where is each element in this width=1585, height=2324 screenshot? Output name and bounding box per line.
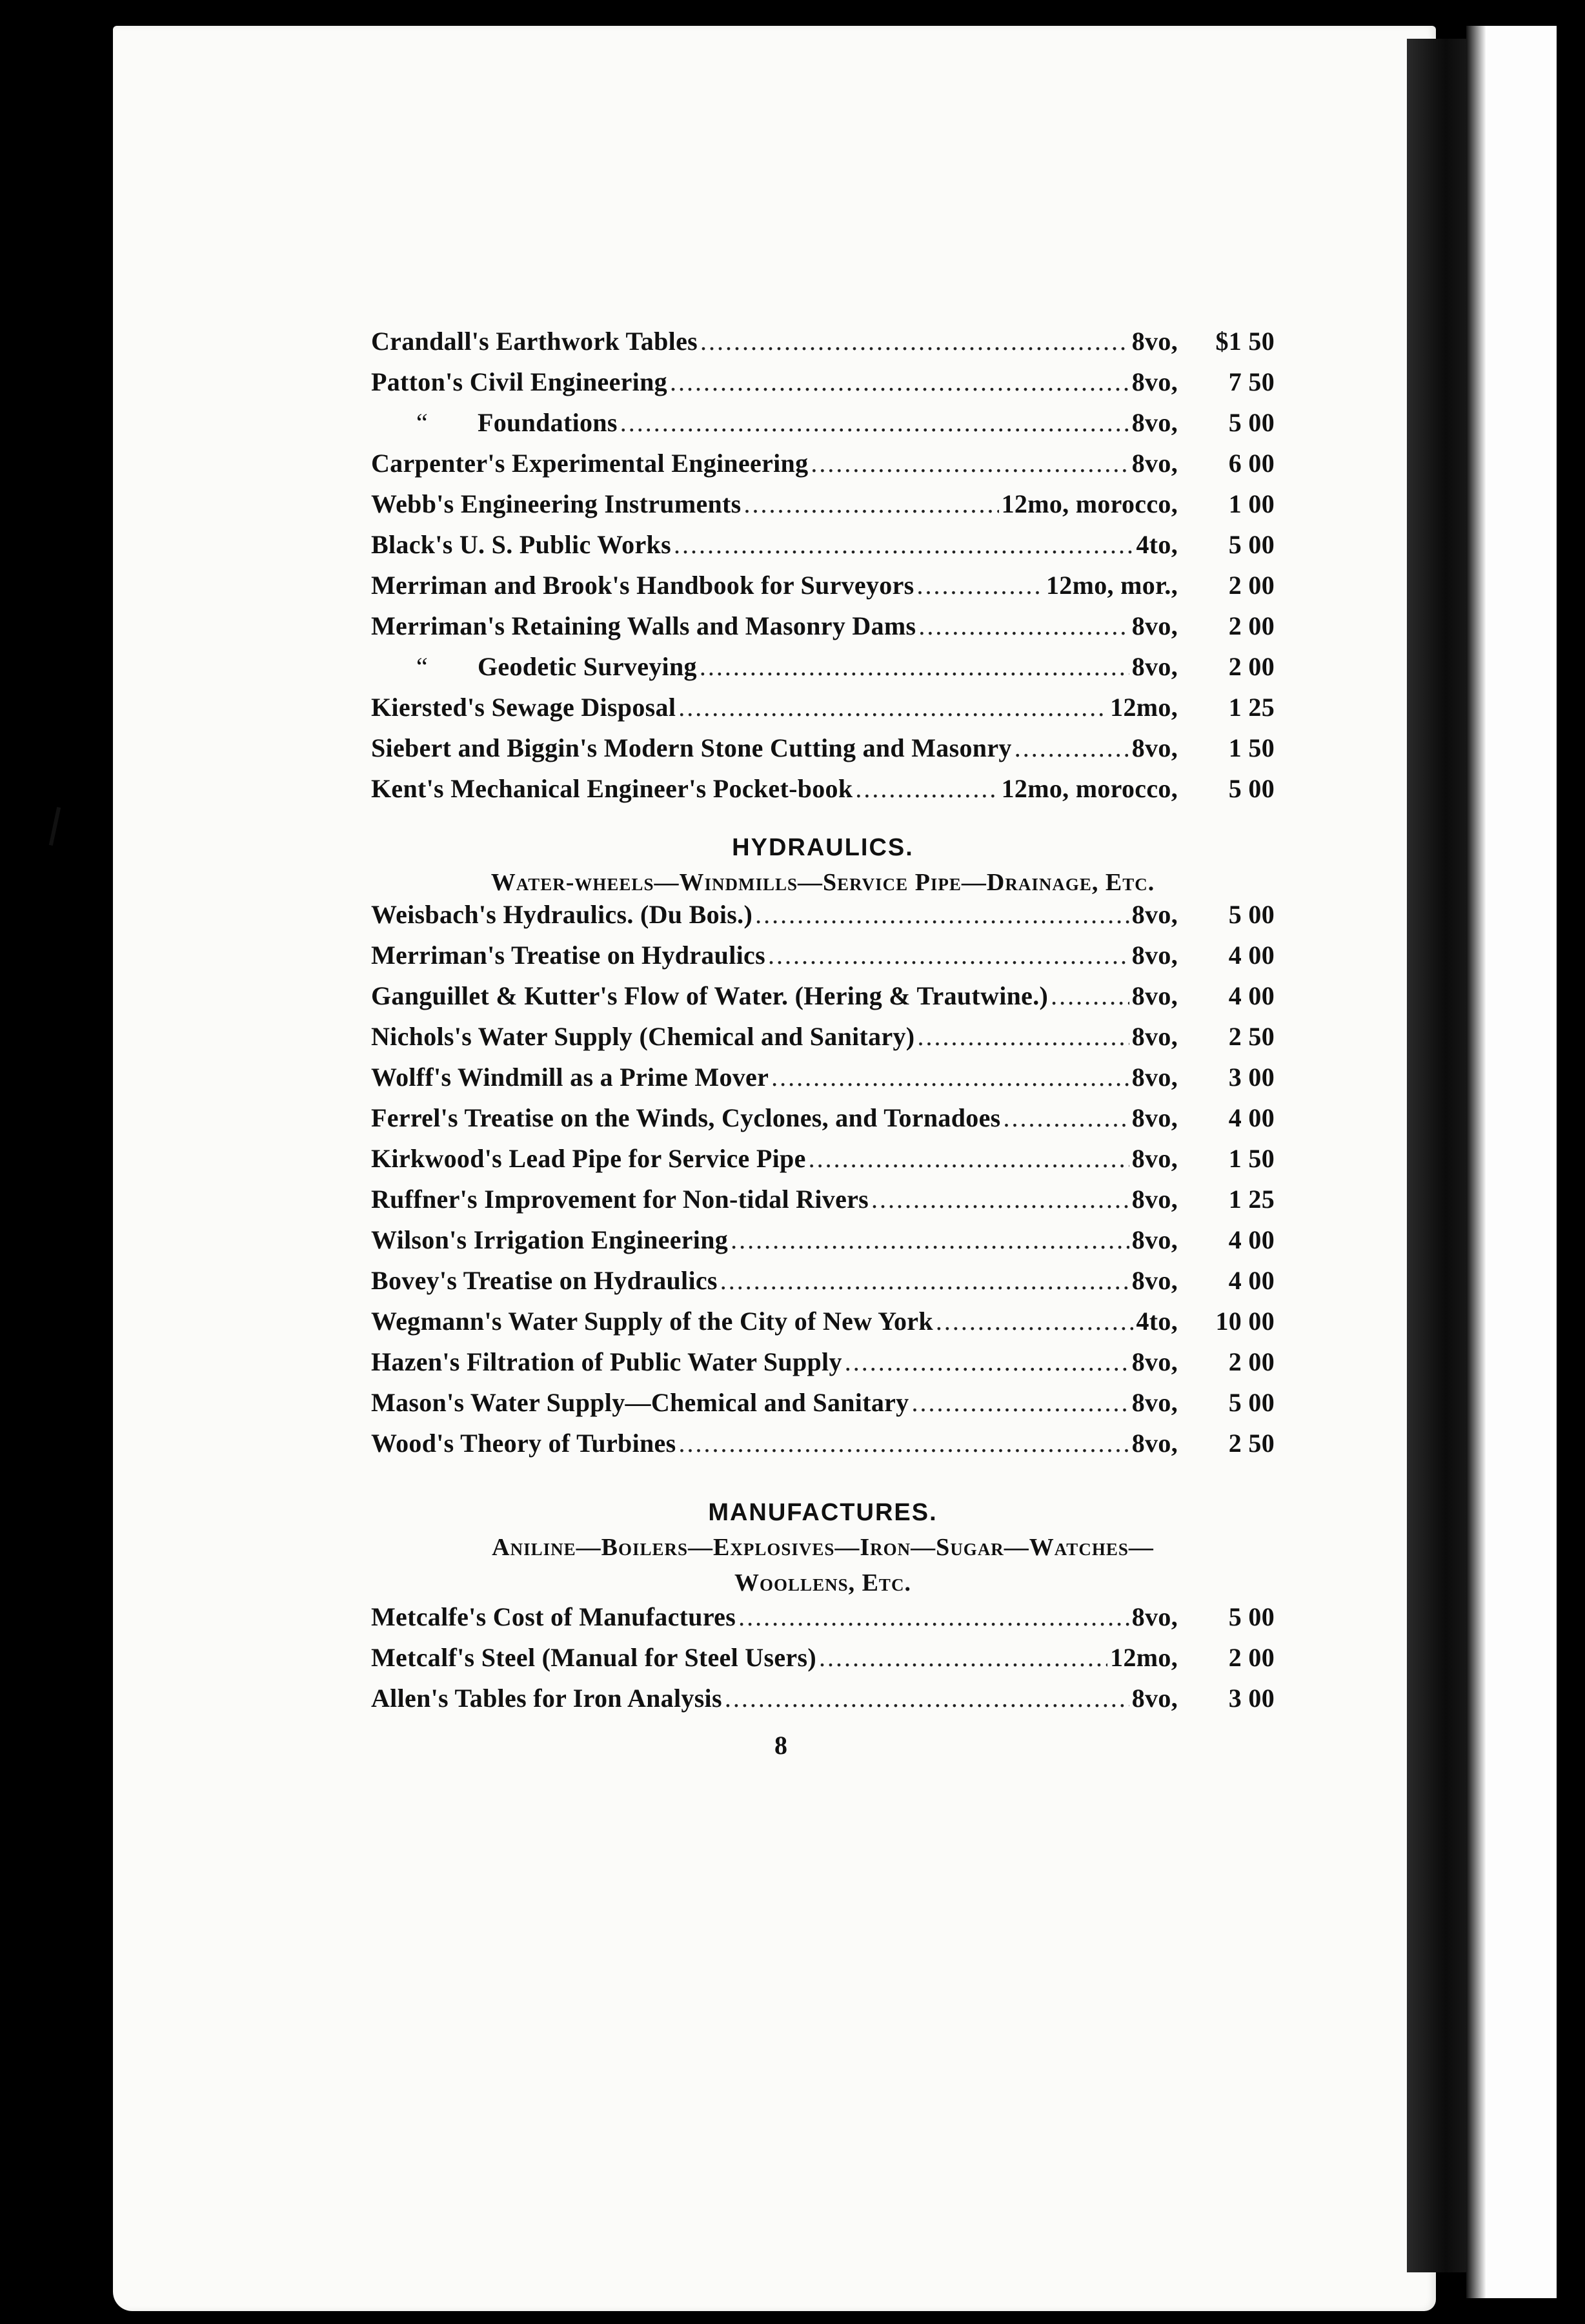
leader-dots: [768, 940, 1129, 970]
entry-title: Black's U. S. Public Works: [371, 530, 671, 559]
leader-dots: [911, 1387, 1129, 1418]
entry-format: 8vo,: [1131, 1022, 1178, 1051]
entry-price: 2 50: [1228, 1022, 1275, 1051]
catalog-entry: [371, 692, 1275, 733]
leader-dots: [700, 651, 1129, 682]
hydraulics-list: [371, 899, 1275, 1469]
catalog-entry: [371, 367, 1275, 407]
leader-dots: [819, 1642, 1107, 1673]
entry-title: Siebert and Biggin's Modern Stone Cutting and Masonry: [371, 733, 1012, 762]
catalog-entry: [371, 1428, 1275, 1469]
catalog-entry: [371, 733, 1275, 773]
catalog-entry: [371, 651, 1275, 692]
engineering-list: [371, 326, 1275, 814]
entry-price: 2 00: [1228, 571, 1275, 600]
entry-title: Nichols's Water Supply (Chemical and Sanitary): [371, 1022, 915, 1051]
entry-title: Ruffner's Improvement for Non-tidal Rivers: [371, 1185, 869, 1214]
leader-dots: [917, 1021, 1129, 1052]
catalog-entry: [371, 1265, 1275, 1306]
margin-mark: [49, 807, 61, 846]
entry-price: $1 50: [1215, 327, 1275, 356]
entry-format: 8vo,: [1131, 1266, 1178, 1295]
catalog-entry: [371, 1347, 1275, 1387]
entry-title: Mason's Water Supply—Chemical and Sanitary: [371, 1388, 909, 1417]
entry-price: 5 00: [1228, 1388, 1275, 1417]
catalog-entry: [371, 981, 1275, 1021]
entry-format: 8vo,: [1131, 652, 1178, 681]
catalog-entry: [371, 773, 1275, 814]
entry-price: 4 00: [1228, 981, 1275, 1010]
leader-dots: [620, 407, 1129, 438]
ditto-mark: “: [416, 652, 429, 681]
leader-dots: [1004, 1103, 1129, 1133]
leader-dots: [725, 1683, 1129, 1713]
entry-title: Merriman's Treatise on Hydraulics: [371, 941, 765, 970]
entry-title: [371, 651, 697, 682]
entry-format: 4to,: [1136, 1307, 1178, 1336]
entry-format: 8vo,: [1131, 408, 1178, 437]
leader-dots: [720, 1265, 1129, 1296]
manufactures-subheading-line2: Woollens, Etc.: [734, 1569, 911, 1596]
entry-format: 8vo,: [1131, 1103, 1178, 1132]
leader-dots: [809, 1143, 1129, 1174]
entry-price: 10 00: [1215, 1307, 1275, 1336]
entry-price: 5 00: [1228, 900, 1275, 929]
leader-dots: [755, 899, 1129, 930]
catalog-entry: [371, 1683, 1275, 1724]
entry-format: 8vo,: [1131, 1225, 1178, 1254]
entry-title: Wilson's Irrigation Engineering: [371, 1225, 729, 1254]
entry-price: 5 00: [1228, 1602, 1275, 1631]
entry-price: 2 00: [1228, 652, 1275, 681]
entry-price: 4 00: [1228, 1103, 1275, 1132]
manufactures-heading: MANUFACTURES.: [708, 1499, 938, 1526]
entry-format: 12mo, mor.,: [1045, 571, 1178, 600]
entry-format: 8vo,: [1131, 1429, 1178, 1458]
entry-format: 12mo, morocco,: [1001, 489, 1178, 518]
manufactures-subheading-line1: Aniline—Boilers—Explosives—Iron—Sugar—Watches—: [492, 1534, 1154, 1561]
entry-format: 8vo,: [1131, 449, 1178, 478]
entry-format: 12mo,: [1110, 1643, 1178, 1672]
entry-title: Metcalfe's Cost of Manufactures: [371, 1602, 736, 1631]
catalog-entry: [371, 407, 1275, 448]
catalog-entry: [371, 1103, 1275, 1143]
catalog-entry: [371, 1306, 1275, 1347]
leader-dots: [917, 570, 1044, 600]
page-number: 8: [774, 1731, 787, 1760]
leader-dots: [845, 1347, 1129, 1377]
leader-dots: [918, 611, 1129, 641]
entry-format: 8vo,: [1131, 1602, 1178, 1631]
entry-format: 8vo,: [1131, 1063, 1178, 1092]
entry-price: 5 00: [1228, 408, 1275, 437]
entry-title: Ganguillet & Kutter's Flow of Water. (Hering & Trautwine.): [371, 981, 1049, 1010]
entry-format: 8vo,: [1131, 733, 1178, 762]
entry-title: Webb's Engineering Instruments: [371, 489, 742, 518]
catalog-entry: [371, 899, 1275, 940]
entry-price: 2 00: [1228, 1347, 1275, 1376]
leader-dots: [771, 1062, 1129, 1092]
entry-format: 12mo,: [1110, 693, 1178, 722]
catalog-entry: [371, 448, 1275, 489]
leader-dots: [670, 367, 1129, 397]
catalog-entry: [371, 1225, 1275, 1265]
entry-price: 1 25: [1228, 1185, 1275, 1214]
entry-format: 4to,: [1136, 530, 1178, 559]
leader-dots: [678, 1428, 1129, 1458]
manufactures-list: [371, 1602, 1275, 1724]
entry-title: Allen's Tables for Iron Analysis: [371, 1684, 722, 1713]
leader-dots: [678, 692, 1107, 722]
entry-price: 1 25: [1228, 693, 1275, 722]
leader-dots: [1051, 981, 1129, 1011]
catalog-entry: [371, 326, 1275, 367]
entry-title: Metcalf's Steel (Manual for Steel Users): [371, 1643, 816, 1672]
entry-format: 8vo,: [1131, 981, 1178, 1010]
entry-format: 8vo,: [1131, 1185, 1178, 1214]
ditto-mark: “: [416, 408, 429, 437]
catalog-entry: [371, 940, 1275, 981]
entry-title: Kiersted's Sewage Disposal: [371, 693, 676, 722]
entry-format: 8vo,: [1131, 367, 1178, 396]
entry-price: 7 50: [1228, 367, 1275, 396]
catalog-entry: [371, 1021, 1275, 1062]
entry-price: 2 00: [1228, 1643, 1275, 1672]
entry-price: 1 00: [1228, 489, 1275, 518]
entry-title: Wood's Theory of Turbines: [371, 1429, 676, 1458]
entry-price: 3 00: [1228, 1063, 1275, 1092]
entry-format: 8vo,: [1131, 1684, 1178, 1713]
entry-title: Kirkwood's Lead Pipe for Service Pipe: [371, 1144, 806, 1173]
catalog-entry: [371, 1143, 1275, 1184]
entry-title: Merriman and Brook's Handbook for Surveyors: [371, 571, 914, 600]
entry-title: Carpenter's Experimental Engineering: [371, 449, 809, 478]
entry-price: 2 50: [1228, 1429, 1275, 1458]
facing-page-edge: [1466, 26, 1557, 2298]
entry-price: 1 50: [1228, 733, 1275, 762]
entry-format: 12mo, morocco,: [1001, 774, 1178, 803]
entry-format: 8vo,: [1131, 611, 1178, 640]
entry-title: Ferrel's Treatise on the Winds, Cyclones, and Tornadoes: [371, 1103, 1001, 1132]
entry-price: 5 00: [1228, 774, 1275, 803]
entry-price: 3 00: [1228, 1684, 1275, 1713]
leader-dots: [1015, 733, 1129, 763]
leader-dots: [674, 529, 1134, 560]
entry-price: 1 50: [1228, 1144, 1275, 1173]
catalog-entry: [371, 611, 1275, 651]
entry-format: 8vo,: [1131, 941, 1178, 970]
catalog-entry: [371, 1062, 1275, 1103]
hydraulics-subheading: Water-wheels—Windmills—Service Pipe—Drainage, Etc.: [490, 869, 1155, 896]
leader-dots: [731, 1225, 1129, 1255]
leader-dots: [936, 1306, 1134, 1336]
entry-title: Merriman's Retaining Walls and Masonry Dams: [371, 611, 916, 640]
leader-dots: [738, 1602, 1129, 1632]
catalog-entry: [371, 489, 1275, 529]
entry-title: Patton's Civil Engineering: [371, 367, 667, 396]
entry-title: Wolff's Windmill as a Prime Mover: [371, 1063, 769, 1092]
entry-title: Bovey's Treatise on Hydraulics: [371, 1266, 718, 1295]
entry-price: 2 00: [1228, 611, 1275, 640]
catalog-entry: [371, 1387, 1275, 1428]
hydraulics-heading: HYDRAULICS.: [732, 834, 914, 861]
catalog-entry: [371, 529, 1275, 570]
entry-price: 4 00: [1228, 1225, 1275, 1254]
entry-price: 5 00: [1228, 530, 1275, 559]
entry-price: 4 00: [1228, 941, 1275, 970]
entry-title: Wegmann's Water Supply of the City of New York: [371, 1307, 933, 1336]
catalog-entry: [371, 1184, 1275, 1225]
catalog-content: [371, 326, 1275, 1760]
leader-dots: [855, 773, 998, 804]
entry-title-text: Foundations: [478, 408, 618, 437]
entry-title: Crandall's Earthwork Tables: [371, 327, 698, 356]
leader-dots: [871, 1184, 1129, 1214]
leader-dots: [744, 489, 999, 519]
leader-dots: [700, 326, 1129, 356]
catalog-entry: [371, 570, 1275, 611]
entry-format: 8vo,: [1131, 327, 1178, 356]
catalog-entry: [371, 1602, 1275, 1642]
entry-price: 4 00: [1228, 1266, 1275, 1295]
entry-format: 8vo,: [1131, 1388, 1178, 1417]
book-gutter: [1407, 39, 1471, 2272]
entry-format: 8vo,: [1131, 1347, 1178, 1376]
leader-dots: [811, 448, 1129, 478]
entry-price: 6 00: [1228, 449, 1275, 478]
entry-title: Weisbach's Hydraulics. (Du Bois.): [371, 900, 753, 929]
entry-format: 8vo,: [1131, 1144, 1178, 1173]
entry-title: [371, 407, 618, 438]
entry-title: Hazen's Filtration of Public Water Supply: [371, 1347, 842, 1376]
entry-title-text: Geodetic Surveying: [478, 652, 697, 681]
entry-title: Kent's Mechanical Engineer's Pocket-book: [371, 774, 853, 803]
entry-format: 8vo,: [1131, 900, 1178, 929]
catalog-entry: [371, 1642, 1275, 1683]
